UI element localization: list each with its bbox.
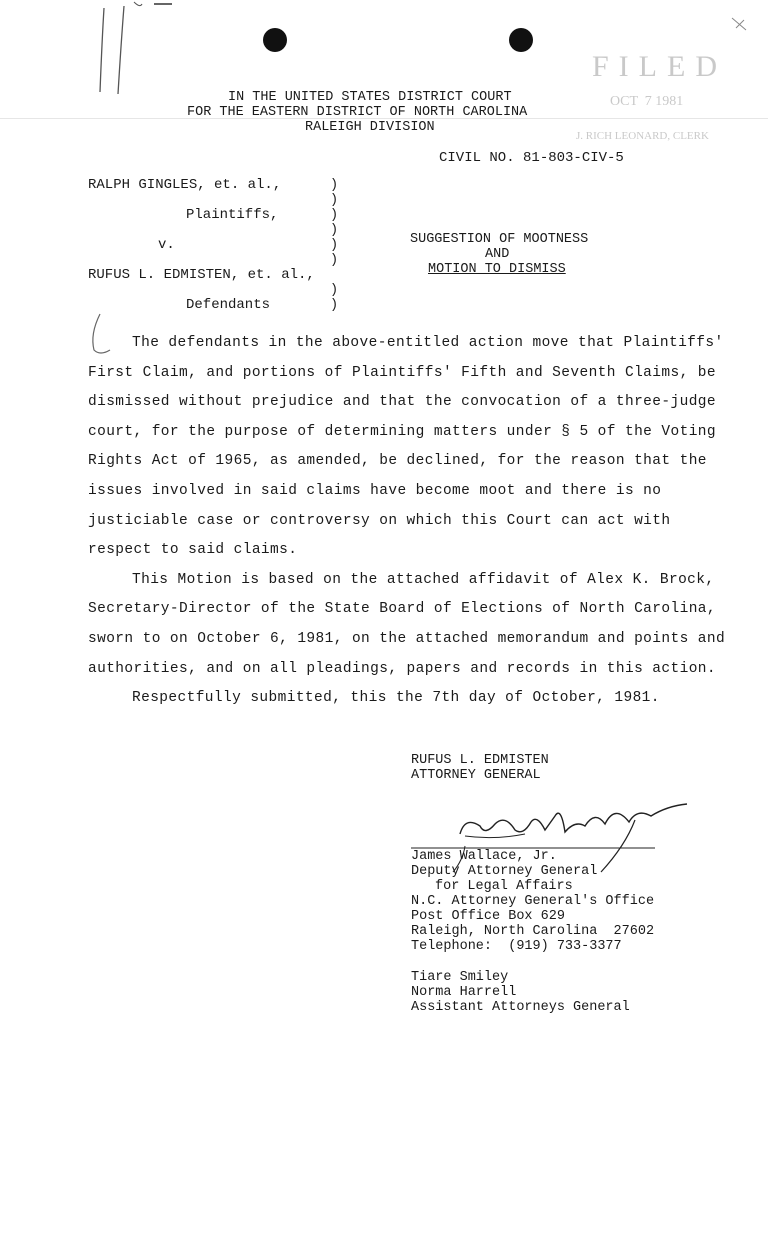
caption-paren: )	[330, 298, 339, 313]
paragraph-2: This Motion is based on the attached affidavit of Alex K. Brock, Secretary-Director of the State Board of Elections of North Carolina, sworn to on October 6, 1981, on the attached memorandum and points and authorities, and on all pleadings, papers and records in this action.	[88, 571, 726, 677]
court-heading-line2: FOR THE EASTERN DISTRICT OF NORTH CAROLINA	[187, 105, 528, 120]
filed-stamp: FILED	[592, 50, 727, 83]
office-name: N.C. Attorney General's Office	[411, 894, 655, 909]
paragraph-1: The defendants in the above-entitled action move that Plaintiffs' First Claim, and portions of Plaintiffs' Fifth and Seventh Claims, be dismissed without prejudice and that the convocation of a three-judge court, for the purpose of determining matters under § 5 of the Voting Rights Act of 1965, as amended, be declined, for the reason that the issues involved in said claims have become moot and there is no justiciable case or controversy on which this Court can act with respect to said claims.	[88, 335, 724, 559]
paragraph-3: Respectfully submitted, this the 7th day of October, 1981.	[132, 690, 660, 707]
punch-hole-right	[509, 28, 533, 52]
defendant-role: Defendants	[186, 297, 271, 313]
assistant-name-1: Tiare Smiley	[411, 970, 509, 985]
ag-name: RUFUS L. EDMISTEN	[411, 753, 549, 768]
caption-paren: )	[330, 193, 339, 208]
punch-hole-left	[263, 28, 287, 52]
court-heading-line1: IN THE UNITED STATES DISTRICT COURT	[228, 90, 512, 105]
signer-title: Deputy Attorney General	[411, 864, 598, 879]
signer-title-2: for Legal Affairs	[435, 879, 573, 894]
plaintiff-name: RALPH GINGLES, et. al.,	[88, 177, 282, 193]
caption-paren: )	[330, 223, 339, 238]
caption-paren: )	[330, 208, 339, 223]
office-city: Raleigh, North Carolina 27602	[411, 924, 655, 939]
filed-stamp-clerk: J. RICH LEONARD, CLERK	[576, 130, 709, 142]
motion-body	[88, 329, 728, 714]
defendant-name: RUFUS L. EDMISTEN, et. al.,	[88, 267, 315, 283]
caption-paren: )	[330, 253, 339, 268]
civil-number: CIVIL NO. 81-803-CIV-5	[439, 150, 624, 166]
plaintiff-role: Plaintiffs,	[186, 207, 279, 223]
assistant-title: Assistant Attorneys General	[411, 1000, 630, 1015]
filed-stamp-date: OCT 7 1981	[610, 94, 684, 109]
ag-title: ATTORNEY GENERAL	[411, 768, 541, 783]
assistant-name-2: Norma Harrell	[411, 985, 517, 1000]
caption-paren: )	[330, 238, 339, 253]
caption-paren: )	[330, 283, 339, 298]
signer-name: James Wallace, Jr.	[411, 849, 557, 864]
office-phone: Telephone: (919) 733-3377	[411, 939, 622, 954]
office-address: Post Office Box 629	[411, 909, 565, 924]
title-line1: SUGGESTION OF MOOTNESS	[410, 232, 589, 247]
versus: v.	[158, 237, 175, 253]
title-line3: MOTION TO DISMISS	[428, 262, 566, 277]
corner-mark	[728, 14, 752, 34]
title-line2: AND	[485, 247, 510, 262]
caption-paren: )	[330, 178, 339, 193]
handwritten-mark	[90, 0, 180, 100]
court-heading-line3: RALEIGH DIVISION	[305, 120, 435, 135]
